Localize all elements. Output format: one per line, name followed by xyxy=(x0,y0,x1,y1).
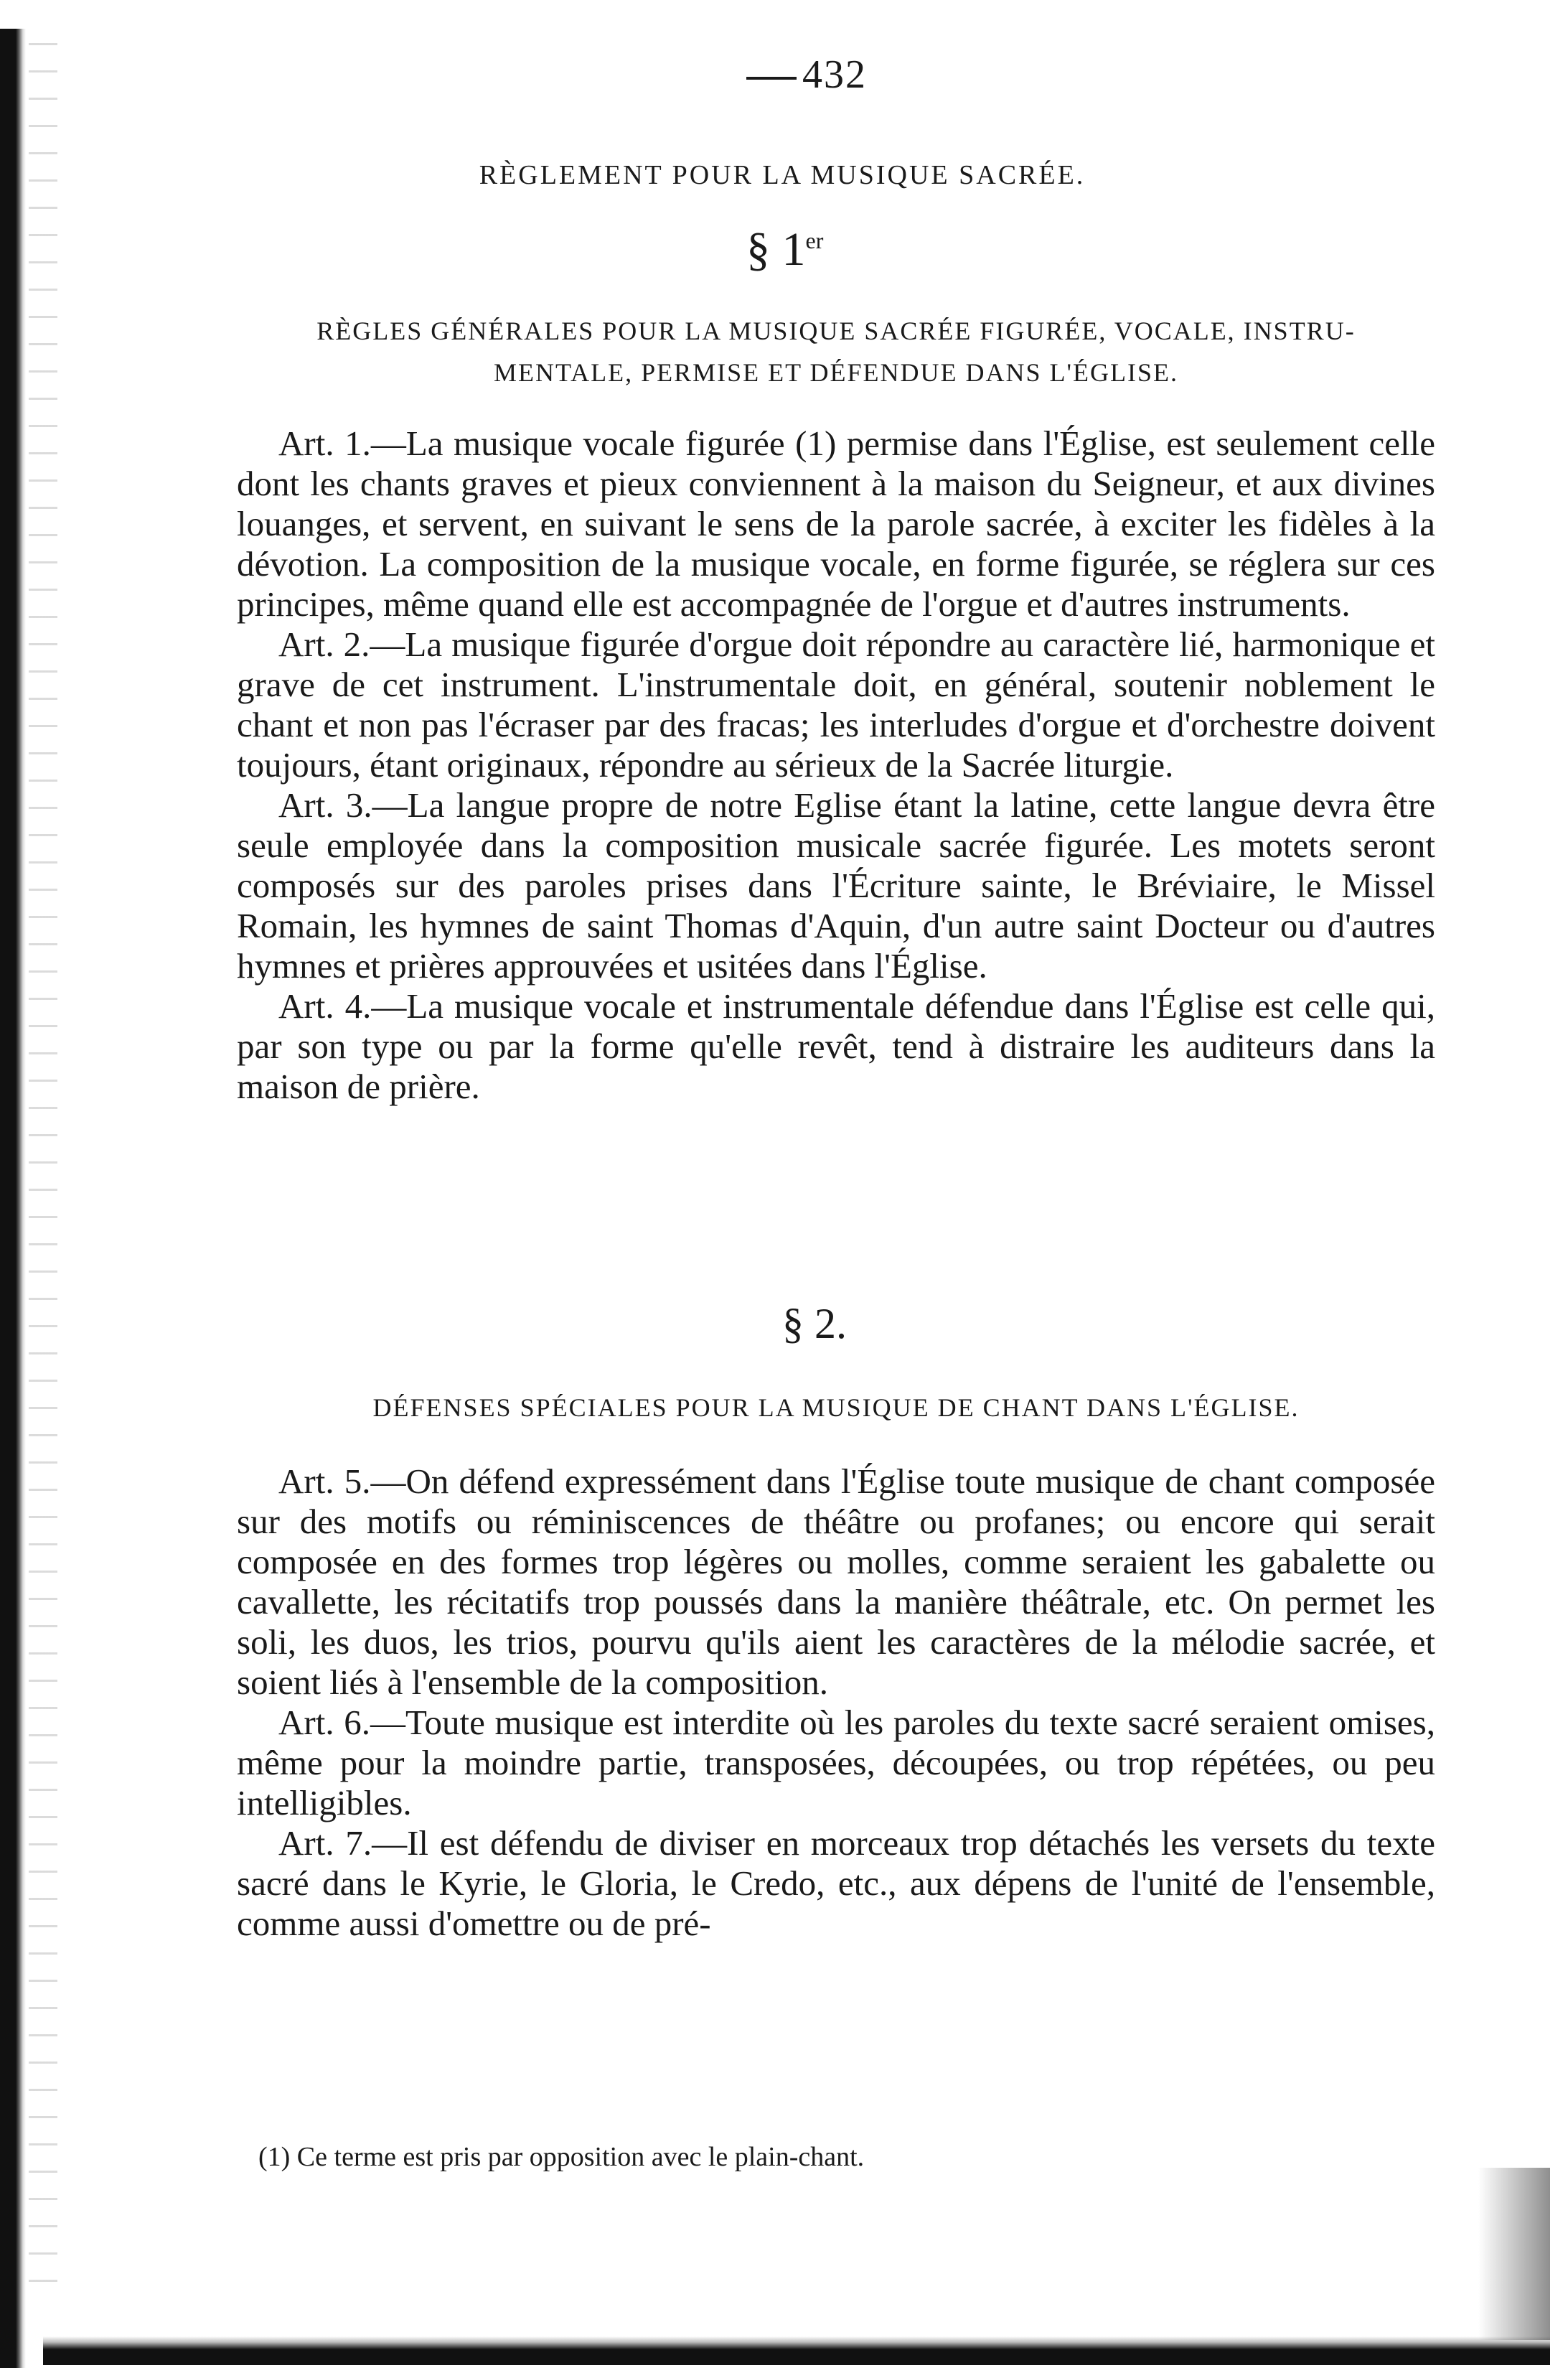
page-number xyxy=(746,52,890,98)
section-1-heading xyxy=(237,310,1435,393)
section-1-body xyxy=(237,423,1435,1107)
binding-specks xyxy=(29,43,57,2304)
article-3: Art. 3.—La langue propre de notre Eglise étant la latine, cette langue devra être seule employée dans la composition musicale sacrée figurée. Les motets seront composés sur des paroles prises dans l'Écriture sainte, le Bréviaire, le Missel Romain, les hymnes de saint Thomas d'Aquin, d'un autre saint Docteur ou d'autres hymnes et prières approuvées et usitées dans l'Église. xyxy=(237,785,1435,986)
scan-smudge xyxy=(1478,2168,1550,2340)
section-1-mark-sup: er xyxy=(805,228,824,253)
page-number-text: 432 xyxy=(802,52,867,97)
section-1-heading-line-1: RÈGLES GÉNÉRALES POUR LA MUSIQUE SACRÉE FIGURÉE, VOCALE, INSTRU- xyxy=(316,317,1356,345)
article-2: Art. 2.—La musique figurée d'orgue doit répondre au caractère lié, harmonique et grave de cet instrument. L'instrumentale doit, en général, soutenir noblement le chant et non pas l'écraser par des fracas; les interludes d'orgue et d'orchestre doivent toujours, étant originaux, répondre au sérieux de la Sacrée liturgie. xyxy=(237,624,1435,785)
section-1-heading-line-2: MENTALE, PERMISE ET DÉFENDUE DANS L'ÉGLISE. xyxy=(494,358,1178,387)
section-1-mark xyxy=(746,223,962,277)
article-6: Art. 6.—Toute musique est interdite où les paroles du texte sacré seraient omises, même pour la moindre partie, transposées, découpées, ou trop répétées, ou peu intelligibles. xyxy=(237,1703,1435,1822)
section-2-mark: § 2. xyxy=(782,1300,847,1347)
article-7: Art. 7.—Il est défendu de diviser en morceaux trop détachés les versets du texte sacré dans le Kyrie, le Gloria, le Credo, etc., aux dépens de l'unité de l'ensemble, comme aussi d'omettre ou de pré- xyxy=(237,1823,1435,1943)
section-2-heading: DÉFENSES SPÉCIALES POUR LA MUSIQUE DE CHANT DANS L'ÉGLISE. xyxy=(372,1393,1300,1422)
page-title: RÈGLEMENT POUR LA MUSIQUE SACRÉE. xyxy=(479,160,1086,190)
section-2-body xyxy=(237,1461,1435,1944)
footnote: (1) Ce terme est pris par opposition avec le plain-chant. xyxy=(258,2142,865,2172)
bottom-edge xyxy=(43,2336,1550,2365)
section-1-mark-text: § 1 xyxy=(746,223,806,276)
binding-edge xyxy=(0,29,26,2368)
page-number-dash xyxy=(746,77,797,80)
article-5: Art. 5.—On défend expressément dans l'Église toute musique de chant composée sur des motifs ou réminiscences de théâtre ou profanes; ou encore qui serait composée en des formes trop légères ou molles, comme seraient les gabalette ou cavallette, les récitatifs trop poussés dans la manière théâtrale, etc. On permet les soli, les duos, les trios, pourvu qu'ils aient les caractères de la mélodie sacrée, et soient liés à l'ensemble de la composition. xyxy=(237,1461,1435,1702)
article-1: Art. 1.—La musique vocale figurée (1) permise dans l'Église, est seulement celle dont les chants graves et pieux conviennent à la maison du Seigneur, et aux divines louanges, et servent, en suivant le sens de la parole sacrée, à exciter les fidèles à la dévotion. La composition de la musique vocale, en forme figurée, se réglera sur ces principes, même quand elle est accompagnée de l'orgue et d'autres instruments. xyxy=(237,423,1435,624)
article-4: Art. 4.—La musique vocale et instrumentale défendue dans l'Église est celle qui, par son type ou par la forme qu'elle revêt, tend à distraire les auditeurs dans la maison de prière. xyxy=(237,986,1435,1106)
